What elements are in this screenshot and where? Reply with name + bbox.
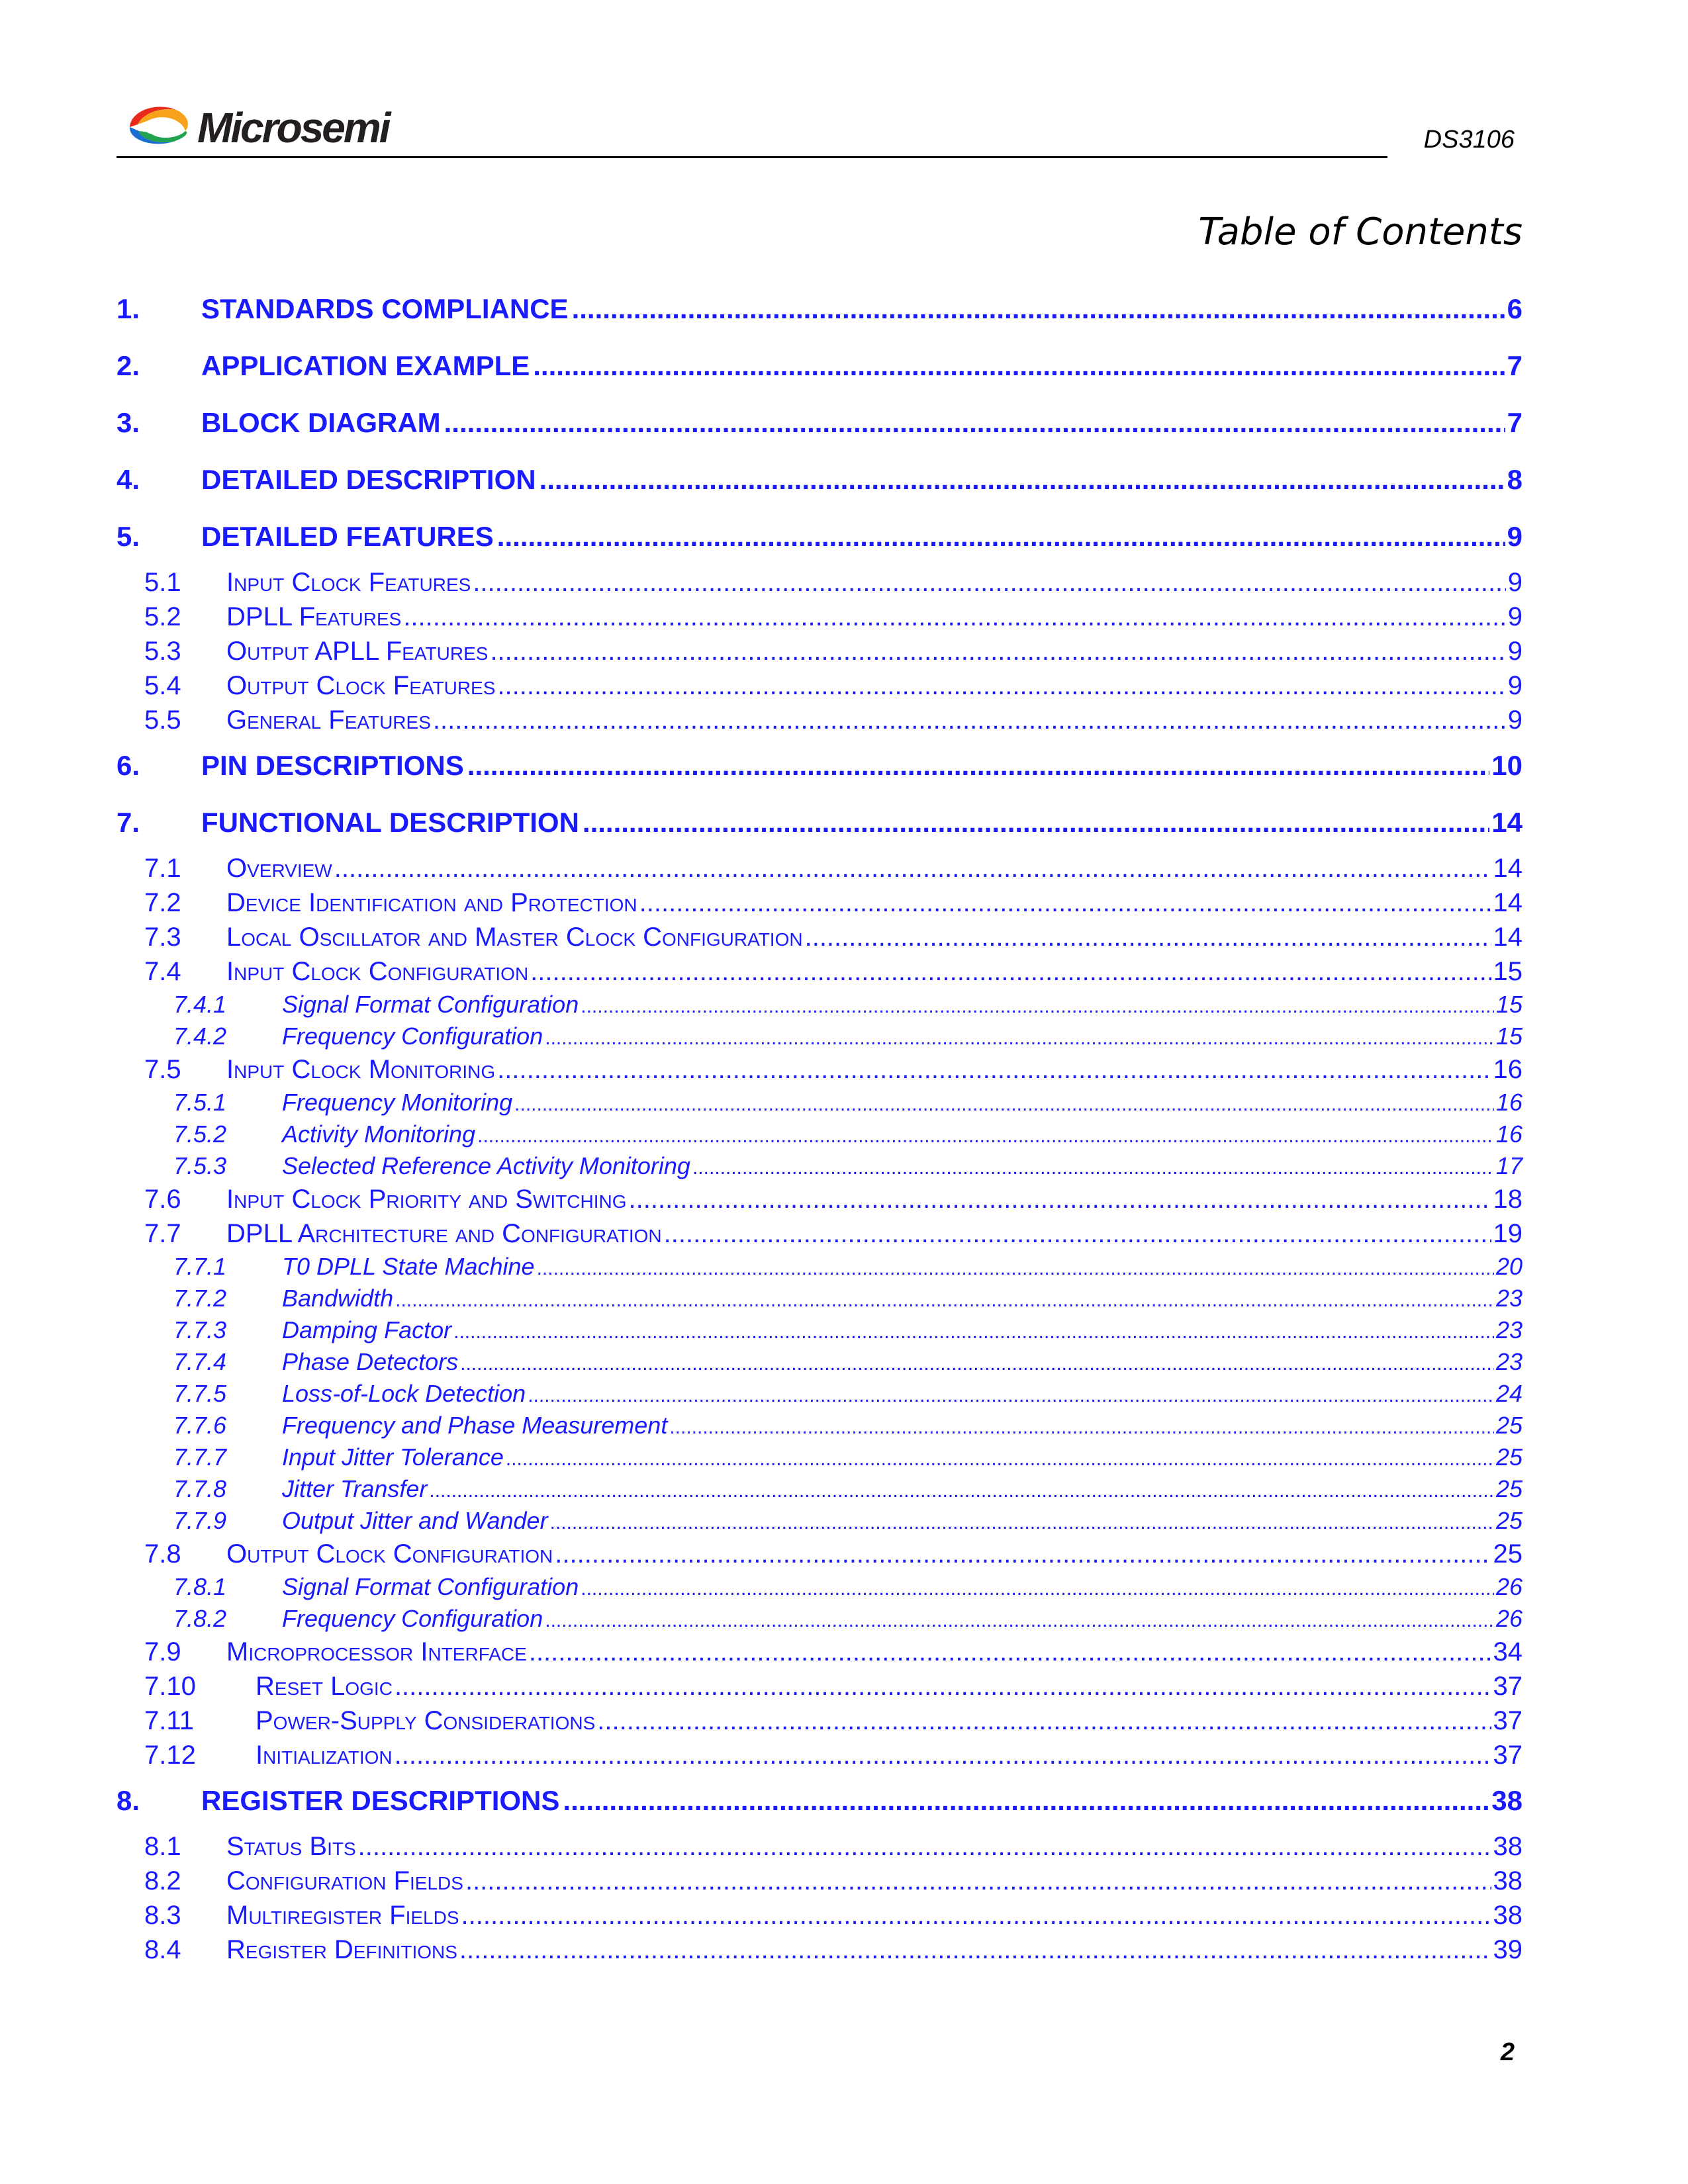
toc-entry-title[interactable]: Frequency and Phase Measurement — [282, 1410, 667, 1441]
toc-entry[interactable] — [117, 600, 1523, 634]
table-of-contents — [117, 281, 1523, 1967]
toc-entry-page[interactable]: 6 — [1507, 281, 1523, 338]
toc-entry-page[interactable]: 24 — [1496, 1378, 1523, 1410]
dot-leader — [550, 1507, 1494, 1539]
toc-entry[interactable] — [117, 920, 1523, 954]
dot-leader — [529, 1635, 1491, 1669]
dot-leader — [533, 338, 1505, 394]
toc-entry[interactable] — [117, 1635, 1523, 1669]
toc-entry-page[interactable]: 25 — [1496, 1505, 1523, 1537]
dot-leader — [497, 668, 1505, 703]
toc-entry-page[interactable]: 7 — [1507, 338, 1523, 394]
toc-entry[interactable] — [117, 1571, 1523, 1603]
dot-leader — [639, 886, 1491, 920]
toc-entry-page[interactable]: 16 — [1496, 1087, 1523, 1118]
toc-entry-page[interactable]: 9 — [1508, 634, 1523, 668]
dot-leader — [629, 1182, 1491, 1216]
toc-entry-number: 7.4.2 — [117, 1021, 282, 1052]
toc-entry-title[interactable]: DPLL Architecture and Configuration — [226, 1216, 662, 1251]
toc-entry-title[interactable]: Jitter Transfer — [282, 1473, 427, 1505]
toc-entry-title[interactable]: Frequency Configuration — [282, 1603, 543, 1635]
dot-leader — [555, 1537, 1491, 1571]
toc-entry-title[interactable]: Output APLL Features — [226, 634, 488, 668]
dot-leader — [459, 1933, 1491, 1967]
dot-leader — [465, 1864, 1491, 1898]
toc-entry-number: 1. — [117, 281, 201, 338]
toc-entry-number: 5.5 — [117, 703, 226, 737]
document-id: DS3106 — [1423, 126, 1515, 154]
toc-entry[interactable] — [117, 1410, 1523, 1441]
toc-entry-page[interactable]: 16 — [1493, 1052, 1523, 1087]
toc-entry-title[interactable]: Configuration Fields — [226, 1864, 463, 1898]
toc-entry-page[interactable]: 26 — [1496, 1571, 1523, 1603]
toc-entry-page[interactable]: 20 — [1496, 1251, 1523, 1283]
toc-entry-title[interactable]: Power-Supply Considerations — [256, 1704, 595, 1738]
toc-entry-page[interactable]: 26 — [1496, 1603, 1523, 1635]
toc-entry-number: 8.1 — [117, 1829, 226, 1864]
toc-entry-number: 7.7.2 — [117, 1283, 282, 1314]
toc-entry-number: 5.1 — [117, 565, 226, 600]
dot-leader — [669, 1412, 1494, 1443]
toc-entry[interactable] — [117, 794, 1523, 851]
dot-leader — [444, 394, 1505, 451]
dot-leader — [358, 1829, 1491, 1864]
page-number: 2 — [1500, 2038, 1515, 2066]
toc-entry-number: 7.7.6 — [117, 1410, 282, 1441]
toc-entry-title[interactable]: Activity Monitoring — [282, 1118, 475, 1150]
toc-entry-title[interactable]: APPLICATION EXAMPLE — [201, 338, 531, 394]
toc-entry-title[interactable]: Phase Detectors — [282, 1346, 458, 1378]
toc-entry-number: 7.9 — [117, 1635, 226, 1669]
toc-entry-page[interactable]: 38 — [1493, 1864, 1523, 1898]
toc-entry-number: 7.5.1 — [117, 1087, 282, 1118]
toc-entry-title[interactable]: Output Jitter and Wander — [282, 1505, 548, 1537]
toc-entry-number: 5. — [117, 508, 201, 565]
toc-entry-title[interactable]: General Features — [226, 703, 431, 737]
toc-entry[interactable] — [117, 1864, 1523, 1898]
dot-leader — [395, 1738, 1491, 1772]
toc-entry-title[interactable]: Local Oscillator and Master Clock Configuration — [226, 920, 803, 954]
dot-leader — [461, 1898, 1491, 1933]
toc-entry[interactable] — [117, 1087, 1523, 1118]
toc-title: Table of Contents — [1198, 210, 1523, 253]
toc-entry-title[interactable]: DETAILED DESCRIPTION — [201, 451, 538, 508]
toc-entry-number: 5.4 — [117, 668, 226, 703]
dot-leader — [572, 281, 1505, 338]
toc-entry-page[interactable]: 15 — [1496, 989, 1523, 1021]
toc-entry-title[interactable]: Output Clock Configuration — [226, 1537, 553, 1571]
dot-leader — [497, 1052, 1491, 1087]
toc-entry-title[interactable]: T0 DPLL State Machine — [282, 1251, 535, 1283]
dot-leader — [395, 1669, 1491, 1704]
toc-entry[interactable] — [117, 1704, 1523, 1738]
toc-entry-title[interactable]: Damping Factor — [282, 1314, 451, 1346]
toc-entry[interactable] — [117, 1283, 1523, 1314]
toc-entry[interactable] — [117, 281, 1523, 338]
toc-entry[interactable] — [117, 634, 1523, 668]
toc-entry-page[interactable]: 37 — [1493, 1738, 1523, 1772]
toc-entry-page[interactable]: 18 — [1493, 1182, 1523, 1216]
toc-entry-page[interactable]: 39 — [1493, 1933, 1523, 1967]
brand-name: Microsemi — [197, 104, 389, 152]
toc-entry-number: 5.2 — [117, 600, 226, 634]
microsemi-swirl-icon — [124, 98, 193, 152]
dot-leader — [477, 1120, 1494, 1152]
toc-entry-number: 7.8 — [117, 1537, 226, 1571]
toc-entry-title[interactable]: PIN DESCRIPTIONS — [201, 737, 465, 794]
toc-entry[interactable] — [117, 1738, 1523, 1772]
toc-entry-page[interactable]: 38 — [1493, 1898, 1523, 1933]
toc-entry-page[interactable]: 9 — [1508, 600, 1523, 634]
toc-entry[interactable] — [117, 1898, 1523, 1933]
toc-entry-number: 8.4 — [117, 1933, 226, 1967]
toc-entry-number: 7.1 — [117, 851, 226, 886]
dot-leader — [528, 1380, 1494, 1412]
toc-entry-page[interactable]: 9 — [1507, 508, 1523, 565]
toc-entry-page[interactable]: 15 — [1496, 1021, 1523, 1052]
toc-entry[interactable] — [117, 1052, 1523, 1087]
toc-entry-title[interactable]: Input Clock Configuration — [226, 954, 528, 989]
toc-entry[interactable] — [117, 886, 1523, 920]
toc-entry-page[interactable]: 9 — [1508, 565, 1523, 600]
toc-entry-title[interactable]: Signal Format Configuration — [282, 1571, 579, 1603]
toc-entry-title[interactable]: Input Clock Priority and Switching — [226, 1182, 627, 1216]
toc-entry-title[interactable]: Input Clock Monitoring — [226, 1052, 495, 1087]
toc-entry-title[interactable]: REGISTER DESCRIPTIONS — [201, 1772, 561, 1829]
toc-entry-page[interactable]: 14 — [1493, 920, 1523, 954]
toc-entry[interactable] — [117, 851, 1523, 886]
toc-entry[interactable] — [117, 737, 1523, 794]
toc-entry-title[interactable]: Output Clock Features — [226, 668, 495, 703]
toc-entry-number: 7.7.5 — [117, 1378, 282, 1410]
toc-entry-number: 7.5 — [117, 1052, 226, 1087]
dot-leader — [537, 1253, 1494, 1285]
toc-entry-title[interactable]: Status Bits — [226, 1829, 356, 1864]
toc-entry-number: 7.7.4 — [117, 1346, 282, 1378]
toc-entry[interactable] — [117, 1216, 1523, 1251]
dot-leader — [403, 600, 1505, 634]
toc-entry[interactable] — [117, 1473, 1523, 1505]
toc-entry-title[interactable]: Overview — [226, 851, 332, 886]
toc-entry[interactable] — [117, 1346, 1523, 1378]
toc-entry[interactable] — [117, 1772, 1523, 1829]
toc-entry-page[interactable]: 25 — [1493, 1537, 1523, 1571]
toc-entry-number: 7.4.1 — [117, 989, 282, 1021]
toc-entry-number: 8. — [117, 1772, 201, 1829]
toc-entry-page[interactable]: 23 — [1496, 1346, 1523, 1378]
toc-entry[interactable] — [117, 1378, 1523, 1410]
toc-entry-number: 8.3 — [117, 1898, 226, 1933]
dot-leader — [545, 1605, 1494, 1637]
toc-entry-title[interactable]: Input Clock Features — [226, 565, 471, 600]
toc-entry[interactable] — [117, 1829, 1523, 1864]
toc-entry-title[interactable]: DETAILED FEATURES — [201, 508, 495, 565]
toc-entry[interactable] — [117, 394, 1523, 451]
toc-entry-number: 7.8.2 — [117, 1603, 282, 1635]
toc-entry-number: 8.2 — [117, 1864, 226, 1898]
toc-entry[interactable] — [117, 508, 1523, 565]
dot-leader — [563, 1772, 1489, 1829]
dot-leader — [490, 634, 1505, 668]
toc-entry[interactable] — [117, 668, 1523, 703]
toc-entry[interactable] — [117, 703, 1523, 737]
toc-entry[interactable] — [117, 1933, 1523, 1967]
dot-leader — [433, 703, 1506, 737]
dot-leader — [467, 737, 1490, 794]
toc-entry-page[interactable]: 37 — [1493, 1704, 1523, 1738]
dot-leader — [334, 851, 1491, 886]
toc-entry-number: 7.6 — [117, 1182, 226, 1216]
toc-entry-number: 7.8.1 — [117, 1571, 282, 1603]
toc-entry-page[interactable]: 14 — [1493, 886, 1523, 920]
dot-leader — [506, 1443, 1494, 1475]
toc-entry-number: 7.7 — [117, 1216, 226, 1251]
toc-entry-number: 6. — [117, 737, 201, 794]
toc-entry-page[interactable]: 10 — [1491, 737, 1523, 794]
toc-entry-number: 5.3 — [117, 634, 226, 668]
toc-entry[interactable] — [117, 451, 1523, 508]
dot-leader — [664, 1216, 1491, 1251]
toc-entry-title[interactable]: Initialization — [256, 1738, 393, 1772]
toc-entry-page[interactable]: 15 — [1493, 954, 1523, 989]
toc-entry-page[interactable]: 23 — [1496, 1283, 1523, 1314]
toc-entry-page[interactable]: 7 — [1507, 394, 1523, 451]
toc-entry-page[interactable]: 19 — [1493, 1216, 1523, 1251]
toc-entry-number: 7.12 — [117, 1738, 256, 1772]
dot-leader — [692, 1152, 1494, 1184]
toc-entry-title[interactable]: STANDARDS COMPLIANCE — [201, 281, 570, 338]
toc-entry[interactable] — [117, 1537, 1523, 1571]
toc-entry-page[interactable]: 38 — [1493, 1829, 1523, 1864]
toc-entry-title[interactable]: Bandwidth — [282, 1283, 393, 1314]
dot-leader — [539, 451, 1505, 508]
toc-entry-title[interactable]: BLOCK DIAGRAM — [201, 394, 442, 451]
toc-entry-number: 7.10 — [117, 1669, 256, 1704]
toc-entry-number: 3. — [117, 394, 201, 451]
toc-entry-title[interactable]: Input Jitter Tolerance — [282, 1441, 504, 1473]
toc-entry[interactable] — [117, 1314, 1523, 1346]
dot-leader — [805, 920, 1491, 954]
dot-leader — [581, 1573, 1494, 1605]
toc-entry-page[interactable]: 8 — [1507, 451, 1523, 508]
toc-entry-number: 7. — [117, 794, 201, 851]
toc-entry[interactable] — [117, 1182, 1523, 1216]
toc-entry-number: 7.7.3 — [117, 1314, 282, 1346]
toc-entry-title[interactable]: Frequency Monitoring — [282, 1087, 512, 1118]
toc-entry-page[interactable]: 25 — [1496, 1441, 1523, 1473]
toc-entry-number: 4. — [117, 451, 201, 508]
dot-leader — [597, 1704, 1491, 1738]
toc-entry[interactable] — [117, 338, 1523, 394]
toc-entry-number: 2. — [117, 338, 201, 394]
toc-entry[interactable] — [117, 1251, 1523, 1283]
toc-entry[interactable] — [117, 1603, 1523, 1635]
toc-entry-number: 7.7.8 — [117, 1473, 282, 1505]
dot-leader — [581, 991, 1494, 1023]
dot-leader — [453, 1316, 1494, 1348]
toc-entry-title[interactable]: Frequency Configuration — [282, 1021, 543, 1052]
toc-entry[interactable] — [117, 565, 1523, 600]
toc-entry[interactable] — [117, 954, 1523, 989]
dot-leader — [545, 1023, 1494, 1054]
toc-entry-page[interactable]: 16 — [1496, 1118, 1523, 1150]
toc-entry-page[interactable]: 9 — [1508, 668, 1523, 703]
header-rule — [117, 156, 1387, 158]
dot-leader — [429, 1475, 1494, 1507]
dot-leader — [395, 1285, 1494, 1316]
toc-entry-number: 7.5.3 — [117, 1150, 282, 1182]
toc-entry-title[interactable]: Selected Reference Activity Monitoring — [282, 1150, 690, 1182]
toc-entry-number: 7.4 — [117, 954, 226, 989]
microsemi-logo — [124, 98, 389, 158]
toc-entry[interactable] — [117, 989, 1523, 1021]
toc-entry[interactable] — [117, 1150, 1523, 1182]
dot-leader — [530, 954, 1491, 989]
toc-entry-page[interactable]: 37 — [1493, 1669, 1523, 1704]
toc-entry[interactable] — [117, 1505, 1523, 1537]
toc-entry-page[interactable]: 14 — [1493, 851, 1523, 886]
toc-entry-number: 7.5.2 — [117, 1118, 282, 1150]
toc-entry-number: 7.7.7 — [117, 1441, 282, 1473]
toc-entry-number: 7.11 — [117, 1704, 256, 1738]
toc-entry-title[interactable]: Signal Format Configuration — [282, 989, 579, 1021]
toc-entry[interactable] — [117, 1441, 1523, 1473]
toc-entry-number: 7.2 — [117, 886, 226, 920]
toc-entry-title[interactable]: FUNCTIONAL DESCRIPTION — [201, 794, 581, 851]
toc-entry-page[interactable]: 38 — [1491, 1772, 1523, 1829]
toc-entry-page[interactable]: 25 — [1496, 1410, 1523, 1441]
dot-leader — [497, 508, 1505, 565]
toc-entry-title[interactable]: DPLL Features — [226, 600, 401, 634]
toc-entry-number: 7.7.9 — [117, 1505, 282, 1537]
dot-leader — [583, 794, 1489, 851]
dot-leader — [473, 565, 1505, 600]
toc-entry-page[interactable]: 25 — [1496, 1473, 1523, 1505]
toc-entry-page[interactable]: 17 — [1496, 1150, 1523, 1182]
toc-entry[interactable] — [117, 1669, 1523, 1704]
toc-entry-title[interactable]: Multiregister Fields — [226, 1898, 459, 1933]
toc-entry-title[interactable]: Reset Logic — [256, 1669, 393, 1704]
toc-entry-number: 7.7.1 — [117, 1251, 282, 1283]
toc-entry-title[interactable]: Microprocessor Interface — [226, 1635, 527, 1669]
toc-entry[interactable] — [117, 1118, 1523, 1150]
toc-entry[interactable] — [117, 1021, 1523, 1052]
toc-entry-page[interactable]: 23 — [1496, 1314, 1523, 1346]
dot-leader — [514, 1089, 1494, 1120]
toc-entry-page[interactable]: 14 — [1491, 794, 1523, 851]
toc-entry-page[interactable]: 34 — [1493, 1635, 1523, 1669]
toc-entry-page[interactable]: 9 — [1508, 703, 1523, 737]
toc-entry-title[interactable]: Loss-of-Lock Detection — [282, 1378, 526, 1410]
toc-entry-title[interactable]: Device Identification and Protection — [226, 886, 637, 920]
toc-entry-title[interactable]: Register Definitions — [226, 1933, 457, 1967]
toc-entry-number: 7.3 — [117, 920, 226, 954]
dot-leader — [460, 1348, 1494, 1380]
